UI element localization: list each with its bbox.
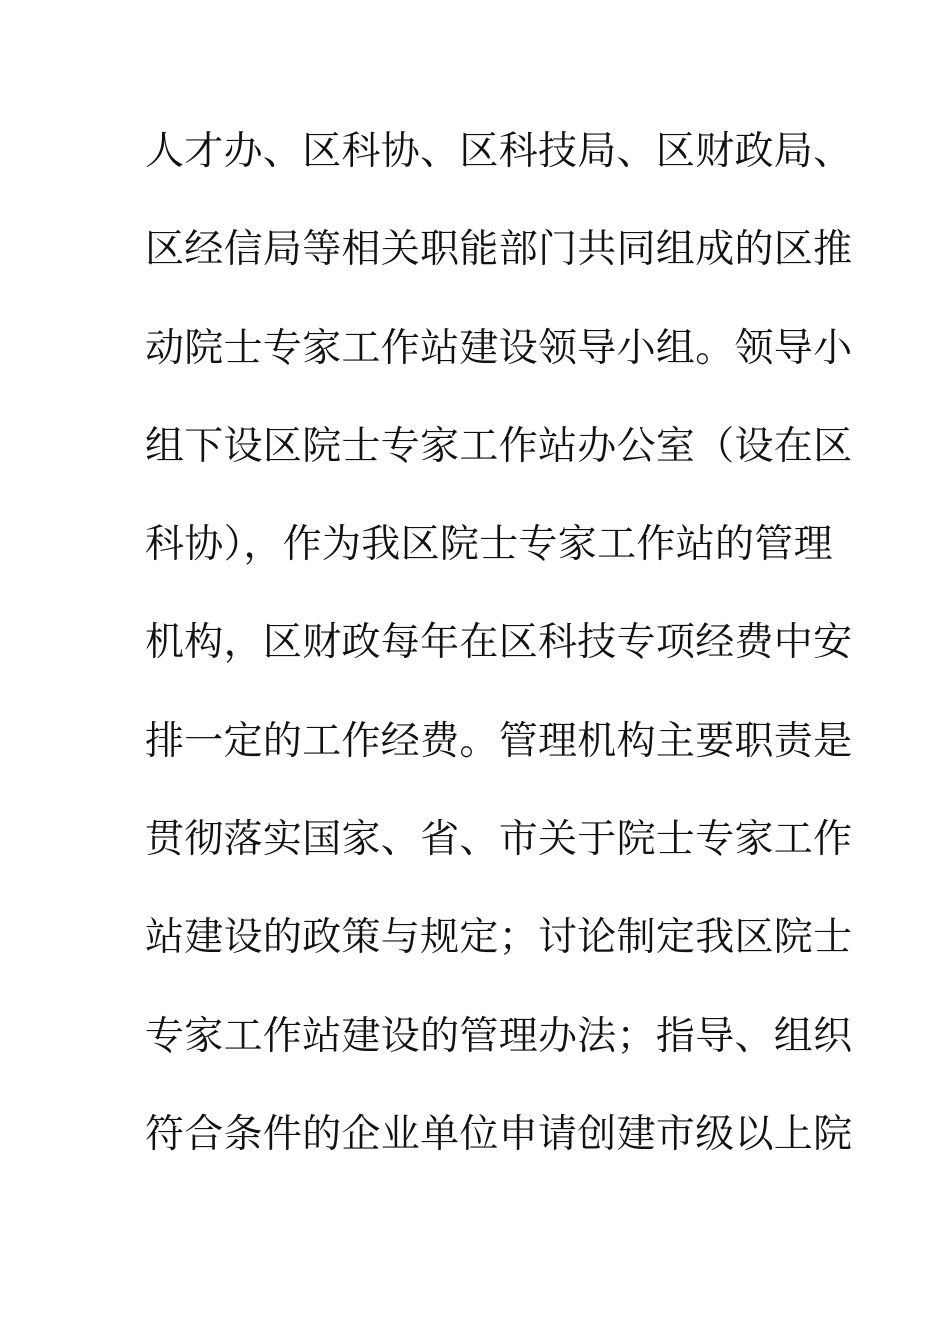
text-line: 科协），作为我区院士专家工作站的管理 [145, 522, 833, 568]
text-line: 区经信局等相关职能部门共同组成的区推 [145, 227, 853, 273]
text-line: 专家工作站建设的管理办法；指导、组织 [145, 1013, 853, 1059]
text-line: 符合条件的企业单位申请创建市级以上院 [145, 1111, 853, 1157]
text-line: 动院士专家工作站建设领导小组。领导小 [145, 325, 853, 371]
text-line: 站建设的政策与规定；讨论制定我区院士 [145, 915, 853, 961]
text-line: 机构，区财政每年在区科技专项经费中安 [145, 620, 853, 666]
text-line: 排一定的工作经费。管理机构主要职责是 [145, 718, 853, 764]
text-line: 人才办、区科协、区科技局、区财政局、 [145, 129, 853, 174]
text-line: 组下设区院士专家工作站办公室（设在区 [145, 423, 853, 469]
body-paragraph [145, 126, 853, 1207]
text-line: 贯彻落实国家、省、市关于院士专家工作 [145, 817, 853, 863]
